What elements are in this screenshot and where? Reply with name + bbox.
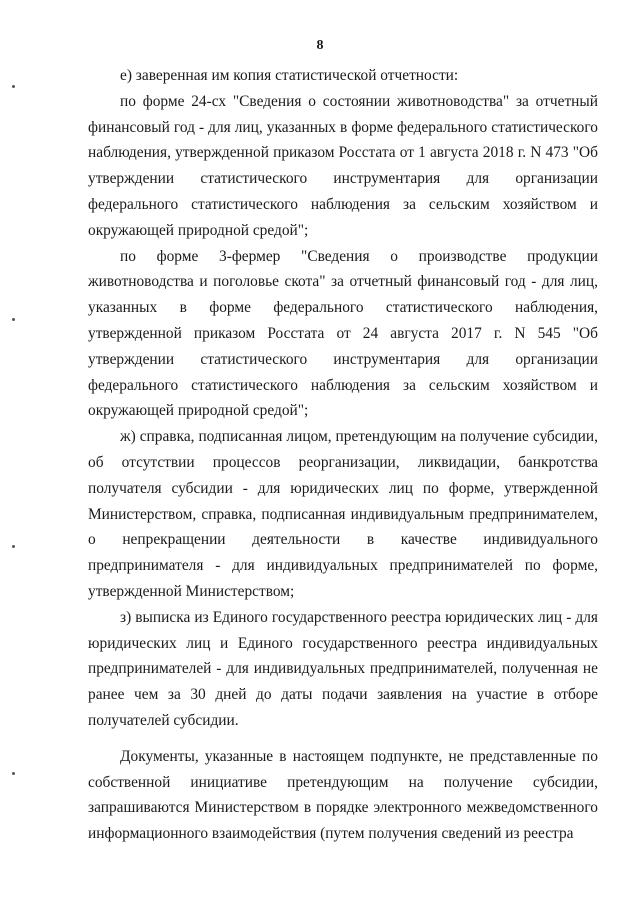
scan-mark [12,772,15,775]
document-body [88,63,598,847]
scan-mark [12,545,15,548]
paragraph-documents: Документы, указанные в настоящем подпункте, не представленные по собственной инициативе претендующим на получение субсидии, запрашиваются Министерством в порядке электронного межведомственного информационного взаимодействия (путем получения сведений из реестра [88,747,598,843]
scan-mark [12,318,15,321]
paragraph-item-zh: ж) справка, подписанная лицом, претендующим на получение субсидии, об отсутствии процессов реорганизации, ликвидации, банкротства получателя субсидии - для юридических лиц по форме, утвержденной Министерством, справка, подписанная индивидуальным предпринимателем, о непрекращении деятельности в качестве индивидуального предпринимателя - для индивидуальных предпринимателей по форме, утвержденной Министерством; [88,428,598,600]
paragraph-item-z: з) выписка из Единого государственного реестра юридических лиц - для юридических лиц и Единого государственного реестра индивидуальных предпринимателей - для индивидуальных предпринимателей, полученная не ранее чем за 30 дней до даты подачи заявления на участие в отборе получателей субсидии. [88,608,598,729]
paragraph-form-24sh: по форме 24-сх "Сведения о состоянии животноводства" за отчетный финансовый год - для лиц, указанных в форме федерального статистического наблюдения, утвержденной приказом Росстата от 1 августа 2018 г. N 473 "Об утверждении статистического инструментария для организации федерального статистического наблюдения за сельским хозяйством и окружающей природной средой"; [88,92,598,239]
paragraph-item-e: е) заверенная им копия статистической отчетности: [120,67,459,84]
page-number: 8 [316,38,324,53]
paragraph-form-3fermer: по форме 3-фермер "Сведения о производстве продукции животноводства и поголовье скота" за отчетный финансовый год - для лиц, указанных в форме федерального статистического наблюдения, утвержденной приказом Росстата от 24 августа 2017 г. N 545 "Об утверждении статистического инструментария для организации федерального статистического наблюдения за сельским хозяйством и окружающей природной средой"; [88,247,598,420]
scan-mark [12,85,15,88]
